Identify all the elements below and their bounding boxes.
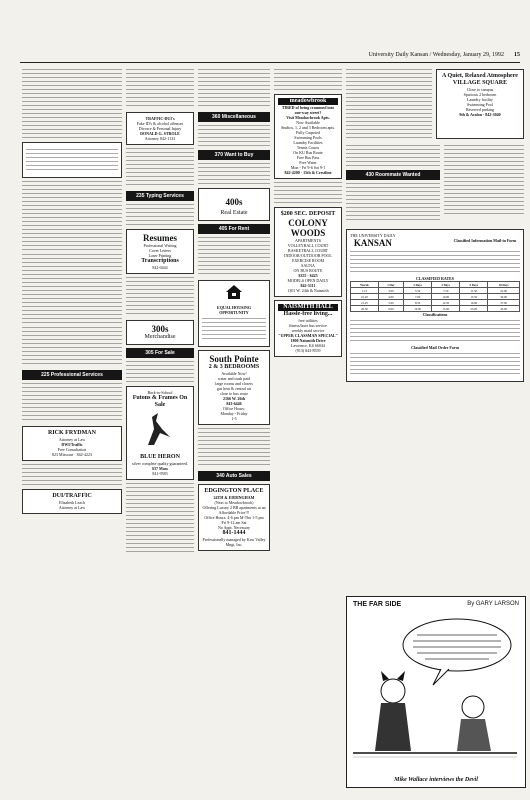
meadow-amenity-7: Free Water (299, 160, 317, 165)
rick-title: Attorney at Law (58, 437, 86, 442)
futons-main: Futons & Frames On Sale (132, 395, 188, 408)
mail-form-title: Classified Mail Order Form (411, 345, 459, 350)
edg-hours: Office Hours: 4-6 pm M-Thu 1-5 pm Fri 9-12 am Sat (204, 515, 264, 525)
masthead: University Daily Kansan / Wednesday, January 29, 1992 (368, 52, 504, 58)
section-header-for-sale: 305 For Sale (126, 348, 194, 358)
edg-mgmt: Professionally managed by Kaw Valley Mngt, Inc. (202, 537, 266, 547)
meadow-amenity-1: Fully Carpeted (296, 130, 320, 135)
southpointe-logo: South Pointe (209, 354, 259, 364)
merch-sub: Merchandise (144, 334, 176, 340)
merch-title: 300s (151, 324, 169, 334)
cartoon-illustration (353, 611, 517, 761)
village-feature-5: Reserved parking (465, 107, 495, 112)
rates-table: Words 1 Day 2 Days 3 Days 5 Days 10 Days 1-15 3.00 5.50 7.50 11.50 22.00 16-20 4.00 7.00 10.00 15.50 30.00 21-25 5.00 8.50 12.50 19.00 37.00 26-30 6.00 10.00 15.00 23.00 45.00 (350, 281, 520, 312)
sp-bedrooms: 2 & 3 BEDROOMS (208, 364, 260, 370)
classified-text-block (22, 181, 122, 251)
colony-models: MODELS OPEN DAILY (287, 278, 329, 283)
classified-text-block (198, 428, 270, 468)
classified-text-block (22, 69, 122, 139)
meadow-amenity-6: Free Bus Pass (296, 155, 320, 160)
classified-text-block (346, 183, 440, 223)
merchandise-header (126, 320, 194, 345)
classified-text-block (126, 204, 194, 226)
colony-price: $355 - $425 (298, 273, 318, 278)
blueheron-phone: 841-9583 (152, 471, 168, 476)
colony-list-4: EXERCISE ROOM (291, 258, 325, 263)
southpointe-ad (198, 350, 270, 425)
traffic-sub2: Divorce & Personal Injury (138, 126, 182, 131)
sp-phone: 843-6446 (226, 401, 242, 406)
naismith-slogan: Hassle-free living... (283, 311, 333, 317)
section-header-for-rent: 405 For Rent (198, 224, 270, 234)
rent-sub: Real Estate (220, 210, 248, 216)
sp-hours: 1-5 (231, 416, 237, 421)
section-header-misc: 360 Miscellaneous (198, 112, 270, 122)
section-header-autos: 340 Auto Sales (198, 471, 270, 481)
column-3 (198, 66, 270, 788)
dui-role: Attorney at Law (58, 505, 86, 510)
futons-ad (126, 386, 194, 480)
dui-title: DUI/TRAFFIC (52, 493, 92, 499)
dui-traffic-ad (22, 489, 122, 514)
column-4 (274, 66, 342, 788)
section-header-typing: 235 Typing Services (126, 191, 194, 201)
classified-text-block (346, 69, 432, 139)
naismith-feature-1: free utilities (298, 318, 318, 323)
colony-list-1: VOLLEYBALL COURT (287, 243, 329, 248)
colony-phone: 842-5111 (300, 283, 316, 288)
colony-list-2: BASKETBALL COURT (287, 248, 329, 253)
village-feature-4: Swimming Pool (467, 102, 493, 107)
sp-feature-3: gas heat & central air (216, 386, 252, 391)
table-row: 21-25 5.00 8.50 12.50 19.00 37.00 (351, 300, 520, 306)
traffic-name: DONALD G. STROLE (140, 131, 180, 136)
rick-address: 823 Missouri · 842-4223 (52, 452, 92, 457)
classified-rates-title: CLASSIFIED RATES (415, 276, 455, 281)
resumes-item-1: Professional Writing (143, 243, 177, 248)
sp-feature-2: large rooms and closets (215, 381, 253, 386)
colony-list-6: ON BUS ROUTE (293, 268, 323, 273)
classified-text-block (444, 145, 524, 215)
classified-text-block (22, 327, 122, 367)
kansan-title: KANSAN (353, 238, 392, 248)
page-header (20, 52, 520, 63)
resumes-title: Resumes (143, 233, 177, 243)
kansan-small: THE UNIVERSITY DAILY (350, 233, 396, 238)
sp-feature-4: close to bus route (219, 391, 249, 396)
meadow-amenity-5: On KU Bus Route (293, 150, 323, 155)
naismith-feature-3: weekly maid service (291, 328, 325, 333)
classified-text-block (274, 182, 342, 204)
meadow-visit: Visit Meadowbrook Apts. (286, 115, 330, 120)
house-icon (224, 284, 244, 300)
section-header-professional-services: 225 Professional Services (22, 370, 122, 380)
classified-text-block (126, 361, 194, 383)
edg-line2: Offering Luxury 2 BR apartments at an Affordable Price!!! (202, 505, 266, 515)
classified-text-block (198, 163, 270, 185)
equal-housing-ad (198, 280, 270, 347)
edg-phone: 841-1444 (222, 530, 246, 536)
page-number: 15 (514, 52, 520, 58)
naismith-address: 1800 Naismith Drive (290, 338, 326, 343)
resumes-item-2: Cover Letters (149, 248, 171, 253)
colony-list-5: SAUNA (301, 263, 315, 268)
rick-services: DWI/Traffic (61, 442, 83, 447)
rick-consult: Free Consultation (57, 447, 87, 452)
far-side-cartoon (346, 596, 526, 788)
naismith-city: Lawrence, KS 66044 (291, 343, 325, 348)
blueheron-sub: silver complete quality guaranteed. (131, 461, 189, 466)
traffic-role: Attorney 842-1133 (144, 136, 176, 141)
classifications-title: Classifications (422, 312, 448, 317)
naismith-call: "UPPER CLASSMAN SPECIAL" (278, 333, 338, 338)
classified-text-block (346, 145, 440, 167)
naismith-feature-2: fitness/laser bus service (289, 323, 327, 328)
sp-days: Monday - Friday (220, 411, 248, 416)
edg-appt: No Appt. Necessary (217, 525, 251, 530)
section-header-want-to-buy: 370 Want to Buy (198, 150, 270, 160)
traffic-title: TRAFFIC-DUI's (145, 116, 175, 121)
traffic-sub: Fake ID's & alcohol offenses (136, 121, 184, 126)
village-name: VILLAGE SQUARE (452, 80, 508, 86)
cartoon-caption: Mike Wallace interviews the Devil (394, 777, 478, 783)
meadow-amenity-3: Laundry Facilities (293, 140, 323, 145)
meadow-now: Now Available (296, 120, 320, 125)
meadow-amenity-2: Swimming Pools (294, 135, 322, 140)
sp-feature-1: water and trash paid (217, 376, 251, 381)
classified-text-block (126, 69, 194, 109)
quiet-title: A Quiet, Relaxed Atmosphere (442, 73, 518, 79)
naismith-phone: (913) 843-8559 (295, 348, 321, 353)
real-estate-header (198, 188, 270, 221)
sp-office: Office Hours: (222, 406, 246, 411)
meadow-amenity-4: Tennis Courts (296, 145, 320, 150)
edg-line1: (Next to Meadowbrook) (214, 500, 254, 505)
village-square-ad (436, 69, 524, 139)
rent-header: 400s (225, 197, 243, 207)
bordered-notice (22, 142, 122, 178)
village-contact: 9th & Avalon · 842-3040 (459, 112, 501, 117)
column-5 (346, 66, 524, 588)
eho-title: EQUAL HOUSING OPPORTUNITY (217, 305, 251, 315)
futons-title: Back-to-School (147, 390, 173, 395)
colony-sub: APARTMENTS (294, 238, 322, 243)
meadowbrook-brand: meadowbrook (278, 98, 338, 105)
classified-text-block (22, 254, 122, 324)
blueheron-price: $37 Mass (152, 466, 168, 471)
edg-address: 24TH & EDDINGHAM (213, 495, 255, 500)
meadow-units: Studios, 1, 2 and 3 Bedroom apts. (280, 125, 336, 130)
form-title: Classified Information Mail-in Form (453, 238, 517, 243)
transcriptions-title: Transcriptions (141, 258, 179, 264)
classified-text-block (126, 483, 194, 553)
cartoon-credit: By GARY LARSON (467, 601, 519, 607)
resumes-ad (126, 229, 194, 274)
sp-address: 2166 W. 26th (222, 396, 246, 401)
table-row: 26-30 6.00 10.00 15.00 23.00 45.00 (351, 306, 520, 312)
meadowbrook-ad (274, 94, 342, 179)
rick-frydman-ad (22, 426, 122, 461)
deposit-title: $200 SEC. DEPOSIT (280, 211, 336, 217)
resumes-item-3: Laser Printing (148, 253, 172, 258)
village-feature-1: Close to campus (466, 87, 494, 92)
edgington-place-ad (198, 484, 270, 551)
column-1 (22, 66, 122, 788)
transcriptions-phone: 842-0444 (152, 265, 168, 270)
classified-text-block (198, 69, 270, 109)
classified-text-block (198, 125, 270, 147)
colony-main: COLONY WOODS (288, 218, 328, 238)
table-row: 16-20 4.00 7.00 10.00 15.50 30.00 (351, 294, 520, 300)
classified-text-block (126, 148, 194, 188)
section-header-roommate: 430 Roommate Wanted (346, 170, 440, 180)
traffic-dui-ad (126, 112, 194, 145)
classified-text-block (22, 383, 122, 423)
classified-mail-in-form (346, 229, 524, 382)
dui-name: Elizabeth Leach (59, 500, 85, 505)
colony-list-3: INDOOR/OUTDOOR POOL (284, 253, 332, 258)
meadow-contact: 842-4200 · 15th & Crestline (284, 170, 332, 175)
classified-text-block (22, 464, 122, 486)
table-row: 1-15 3.00 5.50 7.50 11.50 22.00 (351, 288, 520, 294)
naismith-title: NAISMITH HALL (278, 304, 338, 311)
colony-addr: 1301 W. 24th & Naismith (287, 288, 329, 293)
blueheron-name: BLUE HERON (140, 454, 180, 460)
column-2 (126, 66, 194, 788)
rick-name: RICK FRYDMAN (48, 430, 96, 436)
naismith-hall-ad (274, 300, 342, 357)
cartoon-title: THE FAR SIDE (353, 601, 402, 608)
classified-text-block (126, 277, 194, 317)
edg-name: EDGINGTON PLACE (204, 488, 264, 494)
meadow-tired: TIRED of being crammed into one-way street? (281, 105, 335, 115)
heron-illustration (140, 409, 180, 449)
village-feature-2: Spacious 2 bedroom (463, 92, 497, 97)
meadow-hours: Mon - Fri 9-6 Sat 9-1 (290, 165, 326, 170)
classified-text-block (198, 237, 270, 277)
sp-available: Available Now! (221, 371, 247, 376)
colony-woods-ad (274, 207, 342, 297)
classified-text-block (274, 69, 342, 91)
village-feature-3: Laundry facility (467, 97, 493, 102)
